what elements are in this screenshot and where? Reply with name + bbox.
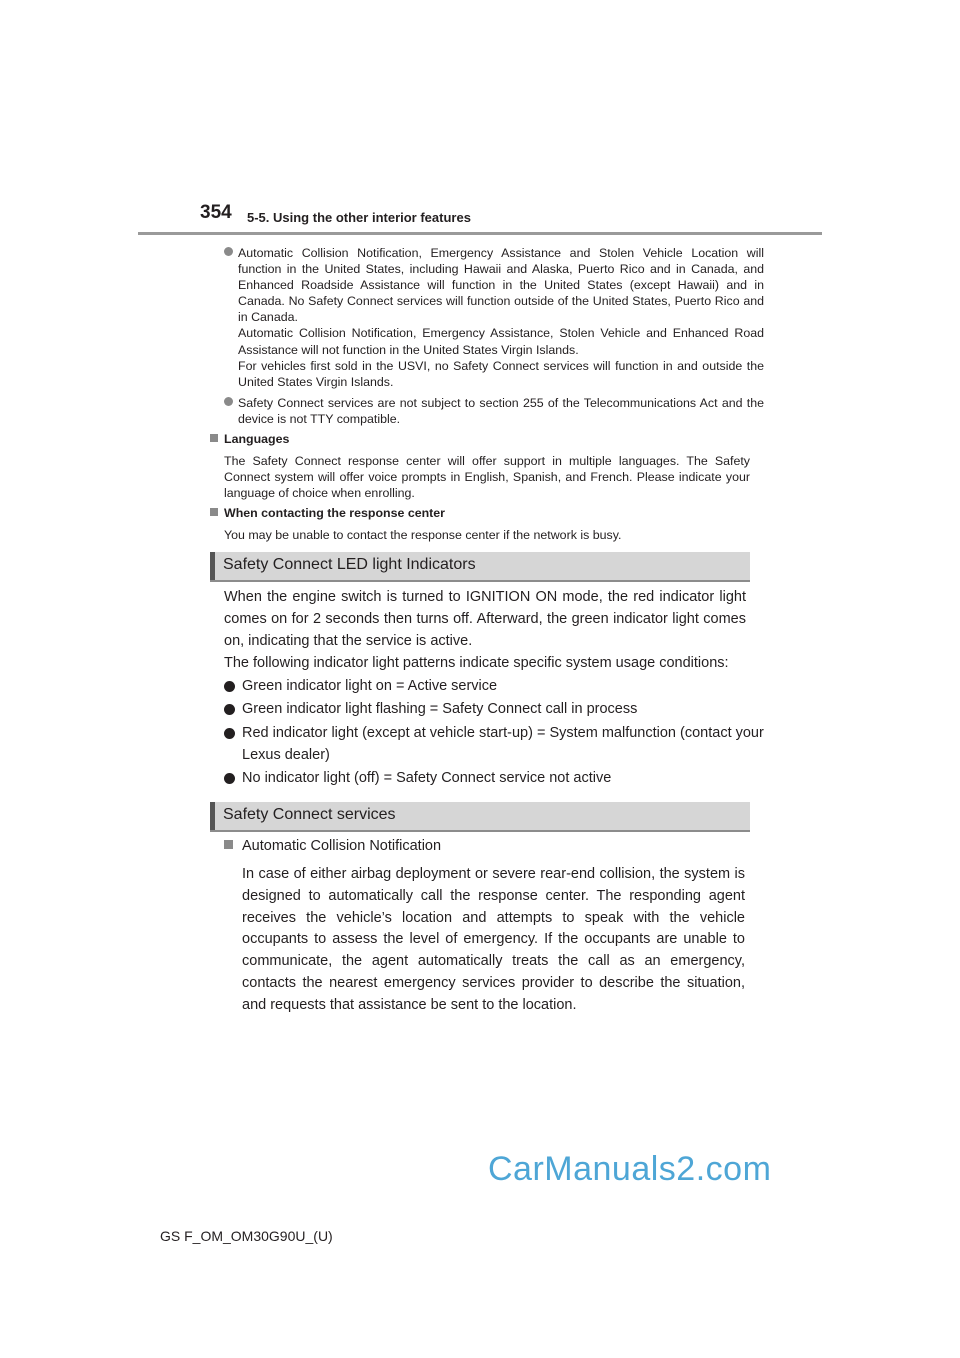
- led-section-title: Safety Connect LED light Indicators: [223, 556, 476, 573]
- led-item: Green indicator light flashing = Safety Connect call in process: [224, 699, 764, 721]
- header-rule: [138, 232, 822, 235]
- square-bullet-icon: [210, 434, 218, 442]
- contacting-heading: When contacting the response center: [210, 506, 445, 520]
- note-coverage-line-3: For vehicles first sold in the USVI, no Safety Connect services will function in and outside the United States Virgin Islands.: [238, 358, 764, 389]
- bar-edge: [210, 552, 215, 580]
- acn-text: In case of either airbag deployment or severe rear-end collision, the system is designed to automatically call the response center. The responding agent receives the vehicle’s location and attempts to speak with the vehicle occupants to assess the level of emergency. If the occupants are unable to communicate, the agent automatically treats the call as an emergency, contacts the nearest emergency services provider to describe the situation, and requests that assistance be sent to the location.: [242, 866, 745, 1013]
- services-section-title: Safety Connect services: [223, 806, 396, 823]
- languages-text: The Safety Connect response center will offer support in multiple languages. The Safety Connect system will offer voice prompts in English, Spanish, and French. Please indicate your language of choice when enrolling.: [224, 454, 750, 501]
- led-section-bar: [210, 552, 750, 582]
- note-coverage: [224, 245, 764, 390]
- square-bullet-icon: [210, 508, 218, 516]
- led-item: No indicator light (off) = Safety Connect service not active: [224, 768, 764, 790]
- footer-code: GS F_OM_OM30G90U_(U): [160, 1228, 333, 1244]
- page-number: 354: [200, 202, 232, 223]
- led-item: Red indicator light (except at vehicle start-up) = System malfunction (contact your Lexus dealer): [224, 723, 764, 767]
- watermark-logo: CarManuals2.com: [488, 1150, 772, 1188]
- square-bullet-icon: [224, 840, 233, 849]
- section-title: 5-5. Using the other interior features: [247, 210, 471, 225]
- bullet-dot-icon: [224, 704, 235, 715]
- bar-edge: [210, 802, 215, 830]
- bullet-dot-icon: [224, 728, 235, 739]
- led-intro: When the engine switch is turned to IGNITION ON mode, the red indicator light comes on for 2 seconds then turns off. Afterward, the green indicator light comes on, indicating that the service is active.: [224, 589, 746, 649]
- bullet-dot-icon: [224, 397, 233, 406]
- note-tty: [224, 395, 764, 427]
- note-tty-line-1: Safety Connect services are not subject to section 255 of the Telecommunications Act and the device is not TTY compatible.: [238, 396, 764, 427]
- bullet-dot-icon: [224, 247, 233, 256]
- services-section-bar: [210, 802, 750, 832]
- contacting-text: You may be unable to contact the response center if the network is busy.: [224, 528, 622, 542]
- note-coverage-line-1: Automatic Collision Notification, Emergency Assistance and Stolen Vehicle Location will function in the United States, including Hawaii and Alaska, Puerto Rico and in Canada, and Enhanced Roadside Assistance will function in the United States (except Hawaii) and in Canada. No Safety Connect services will function outside of the United States, Puerto Rico and in Canada.: [238, 246, 764, 325]
- led-item: Green indicator light on = Active service: [224, 676, 764, 698]
- bullet-dot-icon: [224, 773, 235, 784]
- led-intro-2: The following indicator light patterns indicate specific system usage conditions:: [224, 655, 729, 671]
- note-coverage-line-2: Automatic Collision Notification, Emergency Assistance, Stolen Vehicle and Enhanced Road Assistance will not function in the United States Virgin Islands.: [238, 326, 764, 357]
- languages-heading: Languages: [210, 432, 289, 446]
- acn-heading: Automatic Collision Notification: [224, 838, 441, 854]
- bullet-dot-icon: [224, 681, 235, 692]
